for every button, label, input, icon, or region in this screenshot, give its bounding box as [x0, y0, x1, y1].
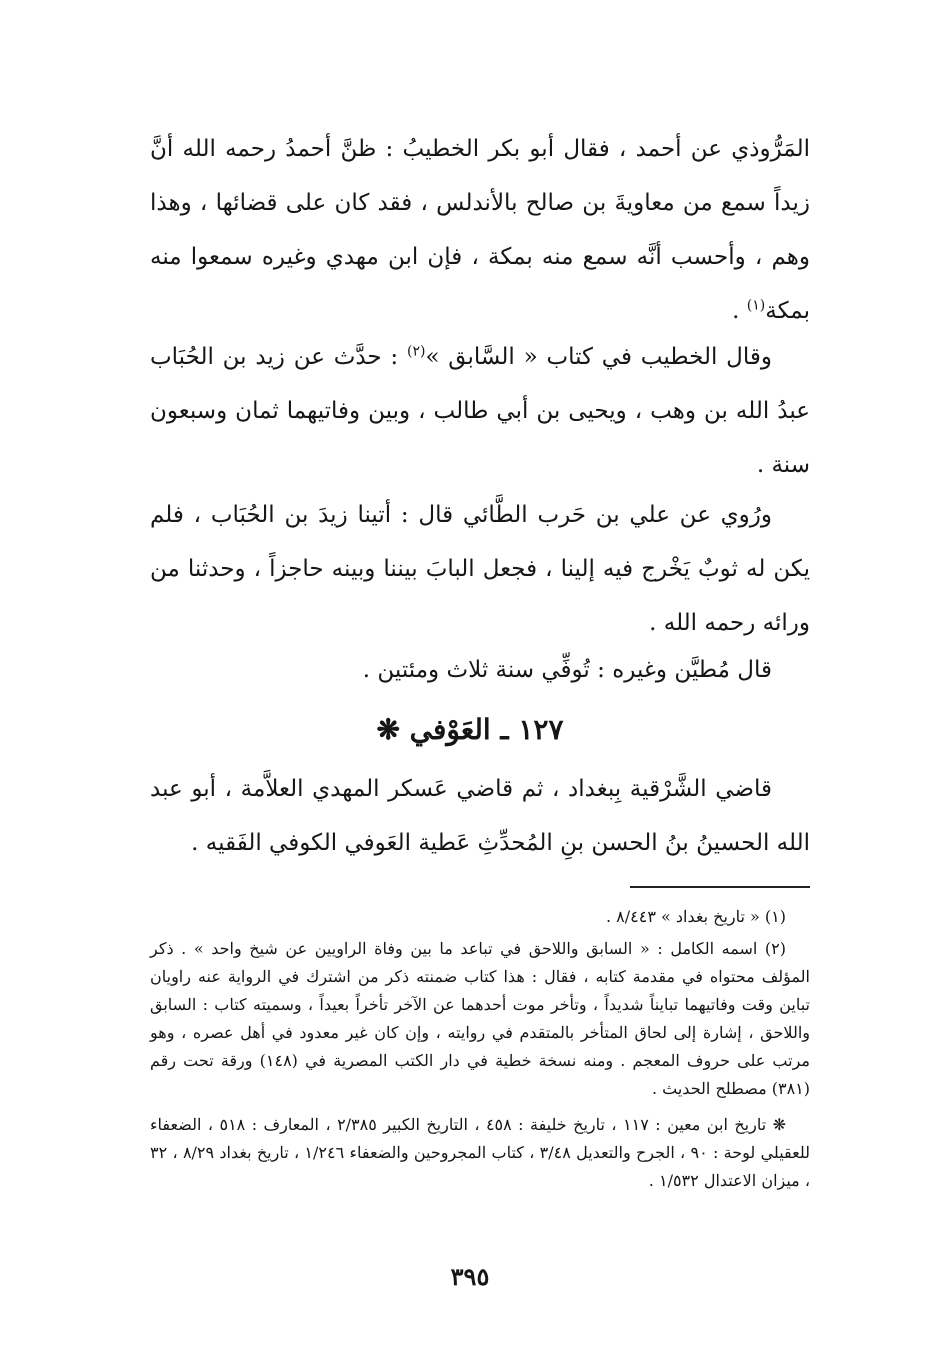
paragraph-2 [150, 330, 810, 492]
entry-text: قاضي الشَّرْقية بِبغداد ، ثم قاضي عَسكر المهدي العلاَّمة ، أبو عبد الله الحسينُ بنُ الحسن بنِ المُحدِّثِ عَطية العَوفي الكوفي الفَقيه . [150, 776, 810, 856]
paragraph-4: قال مُطيَّن وغيره : تُوفِّي سنة ثلاث ومئتين . [362, 657, 772, 683]
entry-heading: ١٢٧ ـ العَوْفي ❋ [376, 713, 564, 746]
footnote-star: ❋ تاريخ ابن معين : ١١٧ ، تاريخ خليفة : ٤٥٨ ، التاريخ الكبير ٢/٣٨٥ ، المعارف : ٥١٨ ، الضعفاء للعقيلي لوحة : ٩٠ ، الجرح والتعديل ٣/٤٨ ، كتاب المجروحين والضعفاء ١/٢٤٦ ، تاريخ بغداد ٨/٢٩ ، ٣٢ ، ميزان الاعتدال ١/٥٣٢ . [150, 1115, 811, 1190]
paragraph-2-block [150, 330, 810, 492]
paragraph-1-end: . [732, 298, 747, 324]
paragraph-2-start: وقال الخطيب في كتاب « السَّابق » [425, 344, 772, 370]
entry-text-block [150, 762, 810, 870]
page-number: ٣٩٥ [450, 1262, 490, 1291]
footnote-divider [630, 886, 810, 888]
main-text [150, 122, 810, 338]
footnotes [150, 903, 810, 1195]
footnote-ref-2: (٢) [406, 343, 426, 360]
footnote-1: (١) « تاريخ بغداد » ٨/٤٤٣ . [605, 907, 786, 926]
paragraph-3-block [150, 488, 810, 650]
paragraph-3: ورُوي عن علي بن حَرب الطَّائي قال : أتينا زيدَ بن الحُبَاب ، فلم يكن له ثوبٌ يَخْرج فيه إلينا ، فجعل البابَ بيننا وبينه حاجزاً ، وحدثنا من ورائه رحمه الله . [150, 502, 810, 636]
paragraph-1 [150, 122, 810, 338]
paragraph-2-rest: : حدَّث عن زيد بن الحُبَاب عبدُ الله بن وهب ، ويحيى بن أبي طالب ، وبين وفاتيهما ثمان وسبعون سنة . [150, 344, 810, 478]
paragraph-1-text: المَرُّوذي عن أحمد ، فقال أبو بكر الخطيبُ : ظنَّ أحمدُ رحمه الله أنَّ زيداً سمع من معاويةَ بن صالح بالأندلس ، فقد كان على قضائها ، وهذا وهم ، وأحسب أنَّه سمع منه بمكة ، فإن ابن مهدي وغيره سمعوا منه بمكة [150, 136, 810, 324]
footnote-2: (٢) اسمه الكامل : « السابق واللاحق في تباعد ما بين وفاة الراويين عن شيخ واحد » . ذكر المؤلف محتواه في مقدمة كتابه ، فقال : هذا كتاب ضمنته ذكر من اشترك في الرواية عنه راويان تباين وقت وفاتيهما تبايناً شديداً ، وتأخر موت أحدهما عن الآخر تأخراً بعيداً ، وسميته كتاب : السابق واللاحق ، إشارة إلى لحاق المتأخر بالمتقدم في روايته ، وإن كان غير معدود في أهل عصره ، وهو مرتب على حروف المعجم . ومنه نسخة خطية في دار الكتب المصرية في (١٤٨) ورقة تحت رقم (٣٨١) مصطلح الحديث . [150, 939, 810, 1098]
footnote-ref-1: (١) [746, 297, 766, 314]
paragraph-4-block [150, 643, 810, 697]
